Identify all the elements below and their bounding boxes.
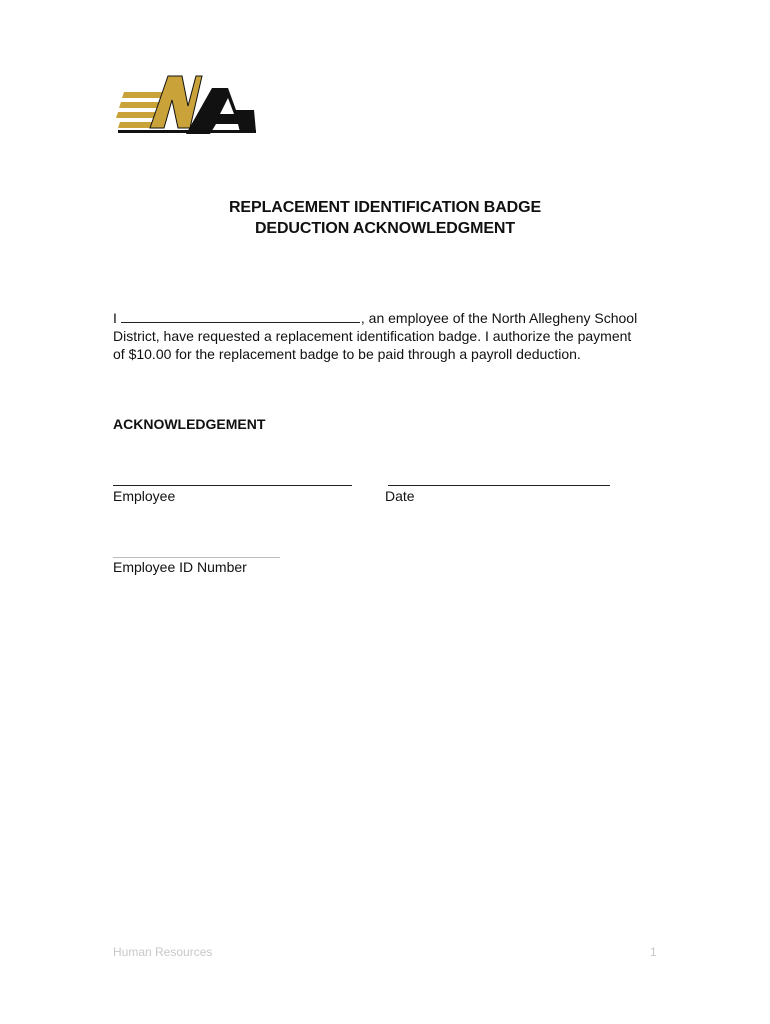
logo-underline	[118, 130, 256, 133]
footer-page-number: 1	[650, 945, 657, 959]
employee-name-blank[interactable]	[121, 310, 360, 323]
body-line-3: of $10.00 for the replacement badge to be paid through a payroll deduction.	[113, 346, 581, 362]
north-allegheny-logo	[116, 70, 258, 136]
date-label: Date	[385, 488, 415, 504]
employee-label: Employee	[113, 488, 176, 504]
na-logo-graphic	[116, 70, 258, 136]
employee-signature-line[interactable]	[113, 485, 352, 486]
date-signature-line[interactable]	[388, 485, 610, 486]
acknowledgement-heading: ACKNOWLEDGEMENT	[113, 416, 266, 432]
document-title-line-2: DEDUCTION ACKNOWLEDGMENT	[254, 220, 516, 237]
body-line-1	[113, 309, 673, 328]
document-title-line-1: REPLACEMENT IDENTIFICATION BADGE	[228, 199, 542, 216]
employee-id-line[interactable]	[113, 557, 280, 558]
employee-id-label: Employee ID Number	[113, 559, 247, 575]
logo-stripe-1	[122, 92, 162, 98]
body-line-1-suffix: , an employee of the North Allegheny School	[360, 310, 638, 326]
body-line-2: District, have requested a replacement identification badge. I authorize the payment	[113, 328, 632, 344]
footer-department: Human Resources	[113, 945, 213, 959]
body-line-1-prefix: I	[113, 310, 117, 326]
